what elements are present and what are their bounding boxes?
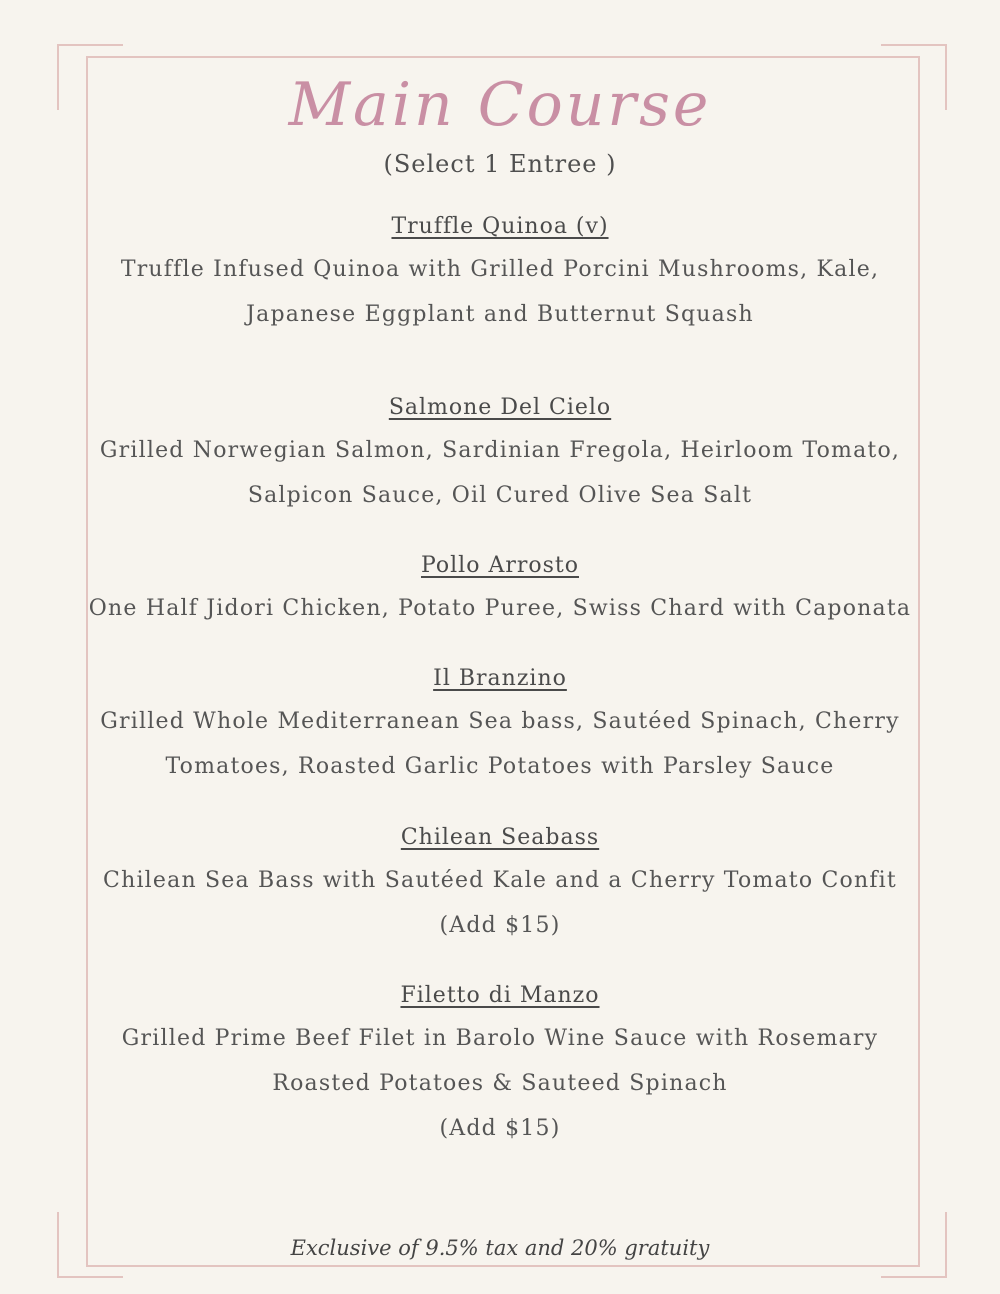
dish-item (0, 214, 1000, 337)
dish-price-note: (Add $15) (439, 1116, 561, 1141)
dish-item (0, 553, 1000, 631)
dish-description-line: Grilled Prime Beef Filet in Barolo Wine Sauce with Rosemary (121, 1026, 879, 1051)
dish-item (0, 983, 1000, 1151)
dish-item (0, 825, 1000, 948)
dish-description (0, 428, 1000, 518)
dish-description-line: Grilled Whole Mediterranean Sea bass, Sautéed Spinach, Cherry (100, 709, 900, 734)
menu-title: Main Course (288, 70, 712, 140)
dish-name: Il Branzino (433, 666, 567, 691)
menu-subtitle: (Select 1 Entree ) (383, 150, 617, 178)
dish-description-line: Salpicon Sauce, Oil Cured Olive Sea Salt (247, 483, 753, 508)
dish-price-note: (Add $15) (439, 913, 561, 938)
dish-description-line: Roasted Potatoes & Sauteed Spinach (272, 1071, 728, 1096)
dish-description-line: Tomatoes, Roasted Garlic Potatoes with Parsley Sauce (165, 754, 835, 779)
frame-corner-bottom-right-h (881, 1276, 947, 1278)
dish-name: Truffle Quinoa (v) (391, 214, 609, 239)
dish-description (0, 699, 1000, 789)
dish-description (0, 247, 1000, 337)
dish-description-line: One Half Jidori Chicken, Potato Puree, Swiss Chard with Caponata (88, 596, 912, 621)
frame-inner-bottom (86, 1265, 920, 1267)
dish-description-line: Grilled Norwegian Salmon, Sardinian Fregola, Heirloom Tomato, (99, 438, 901, 463)
dish-name: Filetto di Manzo (400, 983, 600, 1008)
dish-name: Salmone Del Cielo (388, 395, 612, 420)
dish-name: Chilean Seabass (400, 825, 600, 850)
dish-description (0, 858, 1000, 948)
dish-name: Pollo Arrosto (420, 553, 579, 578)
dish-item (0, 395, 1000, 518)
dish-description-line: Japanese Eggplant and Butternut Squash (246, 302, 754, 327)
frame-inner-top (86, 56, 920, 58)
dish-description (0, 1016, 1000, 1151)
tax-gratuity-note: Exclusive of 9.5% tax and 20% gratuity (290, 1236, 710, 1260)
dish-description (0, 586, 1000, 631)
frame-corner-top-right-h (881, 44, 947, 46)
dish-item (0, 666, 1000, 789)
dish-description-line: Chilean Sea Bass with Sautéed Kale and a Cherry Tomato Confit (103, 868, 897, 893)
frame-corner-top-left-h (57, 44, 123, 46)
dish-description-line: Truffle Infused Quinoa with Grilled Porcini Mushrooms, Kale, (120, 257, 880, 282)
frame-corner-bottom-left-h (57, 1276, 123, 1278)
